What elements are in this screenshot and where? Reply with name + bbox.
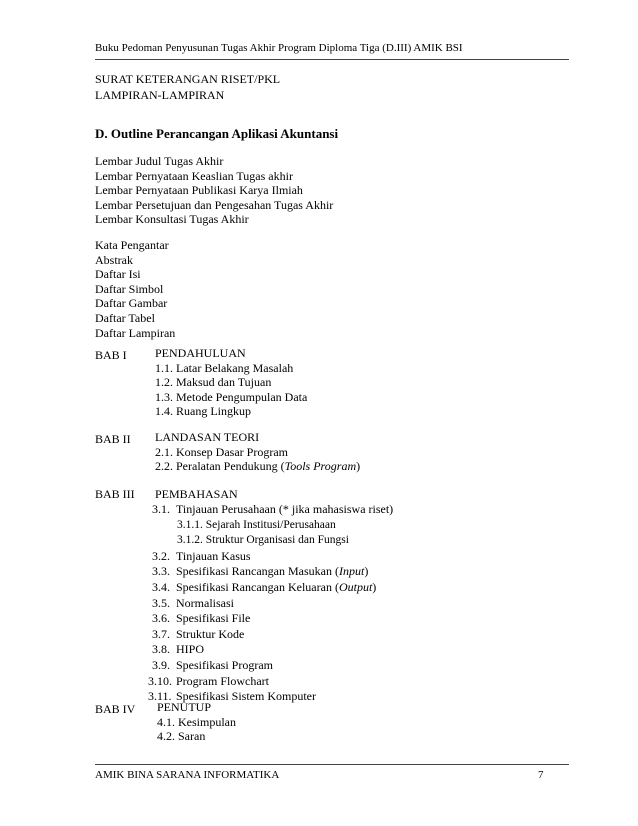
bab-4-block xyxy=(157,700,236,744)
bab-4-title: PENUTUP xyxy=(157,700,212,714)
bab-3-item-number: 3.5. xyxy=(152,595,170,610)
bab-3-item: 3.9. Spesifikasi Program xyxy=(152,658,273,672)
bab-3-title: PEMBAHASAN xyxy=(155,487,238,501)
front-item: Lembar Persetujuan dan Pengesahan Tugas Akhir xyxy=(95,197,334,212)
front-item: Daftar Simbol xyxy=(95,281,164,296)
bab-3-item-number: 3.3. xyxy=(152,564,170,579)
bab-3-item: 3.7. Struktur Kode xyxy=(152,626,245,641)
bab-3-label: BAB III xyxy=(95,487,135,501)
bab-1-item: 1.3. Metode Pengumpulan Data xyxy=(155,389,308,404)
front-item: Daftar Gambar xyxy=(95,296,168,311)
bab-3-item: 3.8. HIPO xyxy=(152,642,205,657)
bab-1-block xyxy=(155,346,307,419)
bab-1-item: 1.1. Latar Belakang Masalah xyxy=(155,360,294,375)
bab-3-item-number: 3.9. xyxy=(152,658,170,672)
running-header: Buku Pedoman Penyusunan Tugas Akhir Program Diploma Tiga (D.III) AMIK BSI xyxy=(95,42,463,54)
bab-3-item: 3.4. Spesifikasi Rancangan Keluaran (Output) xyxy=(152,580,377,594)
footer-rule xyxy=(95,764,569,765)
section-title: D. Outline Perancangan Aplikasi Akuntansi xyxy=(95,126,339,141)
bab-3-item: 3.1. Tinjauan Perusahaan (* jika mahasiswa riset) xyxy=(152,502,394,516)
front-item: Lembar Judul Tugas Akhir xyxy=(95,154,224,168)
header-rule xyxy=(95,59,569,60)
intro-line-1: SURAT KETERANGAN RISET/PKL xyxy=(95,72,281,86)
front-item: Kata Pengantar xyxy=(95,238,169,252)
bab-3-item-number: 3.6. xyxy=(152,611,170,626)
bab-4-item: 4.1. Kesimpulan xyxy=(157,714,236,729)
bab-3-item: 3.1.2. Struktur Organisasi dan Fungsi xyxy=(177,534,349,547)
bab-3-item: 3.5. Normalisasi xyxy=(152,595,234,610)
front-item: Abstrak xyxy=(95,252,133,267)
bab-1-label: BAB I xyxy=(95,348,127,362)
bab-1-item: 1.4. Ruang Lingkup xyxy=(155,404,251,419)
front-matter-group-1 xyxy=(95,154,333,227)
bab-3-item-number: 3.1. xyxy=(152,502,170,516)
front-item: Lembar Konsultasi Tugas Akhir xyxy=(95,212,249,227)
bab-3-item: 3.11. Spesifikasi Sistem Komputer xyxy=(148,689,316,704)
bab-3-item-number: 3.4. xyxy=(152,580,170,594)
page-number: 7 xyxy=(538,769,544,781)
bab-3-item-number: 3.10. xyxy=(148,673,172,688)
front-item: Daftar Lampiran xyxy=(95,325,176,340)
bab-2-block xyxy=(155,430,360,474)
bab-3-item-number: 3.8. xyxy=(152,642,170,657)
bab-4-label: BAB IV xyxy=(95,702,136,716)
front-item: Daftar Isi xyxy=(95,267,141,282)
bab-4-item: 4.2. Saran xyxy=(157,729,206,744)
bab-3-item-number: 3.11. xyxy=(148,689,172,704)
bab-3-item: 3.1.1. Sejarah Institusi/Perusahaan xyxy=(177,518,336,531)
bab-1-item: 1.2. Maksud dan Tujuan xyxy=(155,375,272,390)
intro-line-2: LAMPIRAN-LAMPIRAN xyxy=(95,88,225,102)
bab-2-title: LANDASAN TEORI xyxy=(155,430,260,444)
bab-1-title: PENDAHULUAN xyxy=(155,346,246,360)
bab-3-item: 3.10. Program Flowchart xyxy=(148,673,269,688)
front-matter-group-2 xyxy=(95,238,175,340)
footer-label: AMIK BINA SARANA INFORMATIKA xyxy=(95,769,280,781)
bab-2-item: 2.1. Konsep Dasar Program xyxy=(155,444,288,459)
front-item: Lembar Pernyataan Keaslian Tugas akhir xyxy=(95,168,293,183)
bab-2-label: BAB II xyxy=(95,432,131,446)
front-item: Daftar Tabel xyxy=(95,310,155,325)
bab-3-item: 3.2. Tinjauan Kasus xyxy=(152,548,251,563)
bab-3-item: 3.3. Spesifikasi Rancangan Masukan (Input) xyxy=(152,564,369,579)
front-item: Lembar Pernyataan Publikasi Karya Ilmiah xyxy=(95,183,303,198)
bab-3-item: 3.6. Spesifikasi File xyxy=(152,611,251,626)
bab-2-item: 2.2. Peralatan Pendukung (Tools Program) xyxy=(155,459,361,474)
bab-3-item-number: 3.7. xyxy=(152,626,170,641)
bab-3-item-number: 3.2. xyxy=(152,548,170,563)
